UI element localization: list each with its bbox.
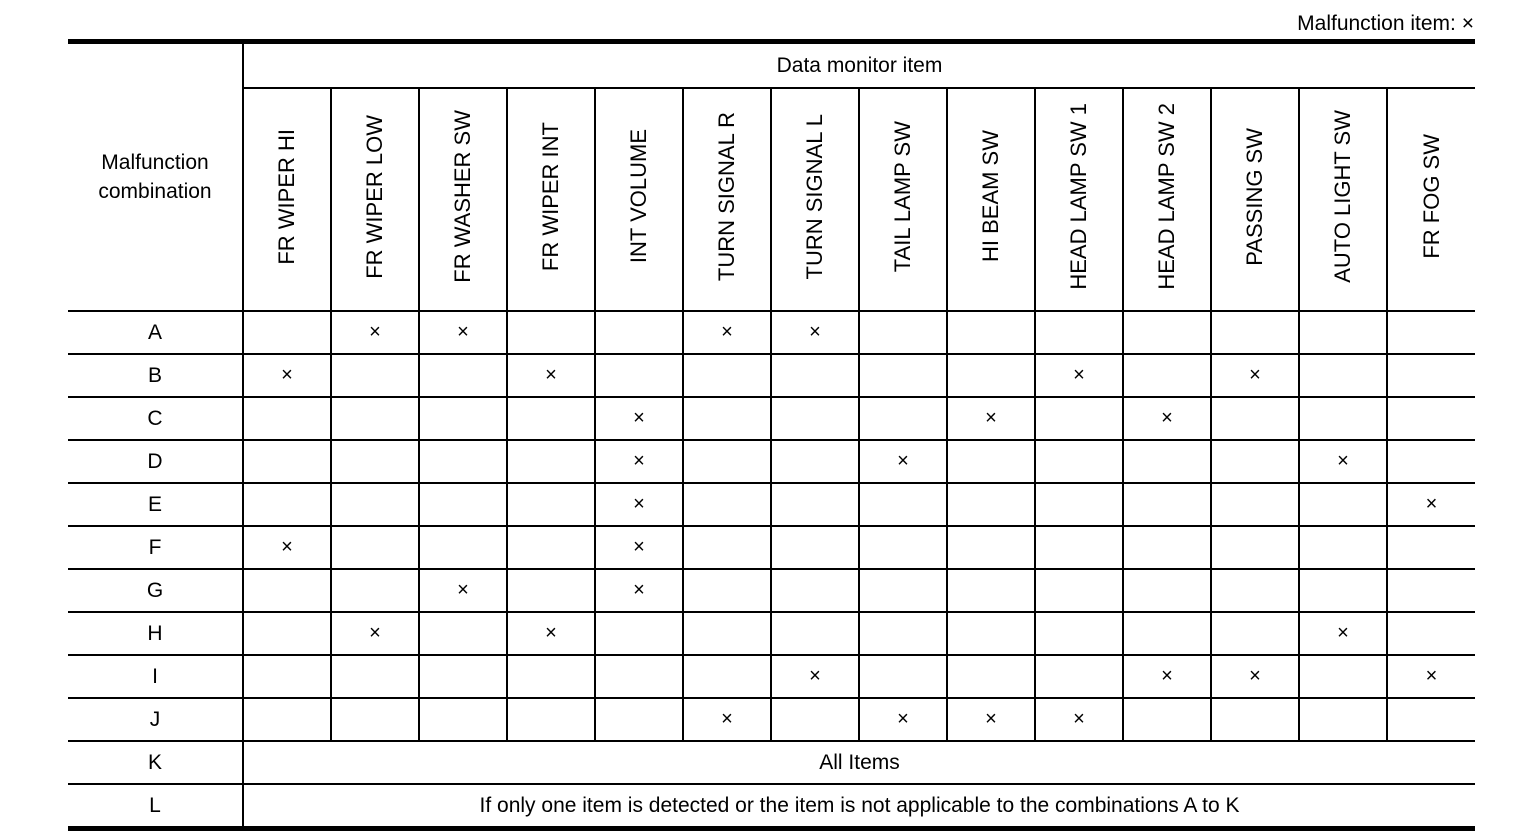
empty-cell (771, 698, 859, 741)
empty-cell (1035, 569, 1123, 612)
empty-cell (947, 526, 1035, 569)
empty-cell (859, 655, 947, 698)
empty-cell (331, 569, 419, 612)
empty-cell (947, 311, 1035, 354)
empty-cell (683, 655, 771, 698)
empty-cell (1123, 311, 1211, 354)
column-header (1387, 88, 1475, 311)
empty-cell (859, 526, 947, 569)
table-row (68, 612, 1475, 655)
empty-cell (595, 655, 683, 698)
empty-cell (947, 483, 1035, 526)
row-label: G (68, 569, 243, 612)
empty-cell (771, 569, 859, 612)
empty-cell (243, 569, 331, 612)
malfunction-mark-cell: × (507, 354, 595, 397)
table-row (68, 569, 1475, 612)
empty-cell (683, 483, 771, 526)
table-row (68, 397, 1475, 440)
empty-cell (1035, 397, 1123, 440)
empty-cell (507, 569, 595, 612)
span-cell: If only one item is detected or the item is not applicable to the combinations A to K (479, 793, 1240, 817)
table-body (68, 311, 1475, 829)
malfunction-mark-cell: × (947, 698, 1035, 741)
malfunction-mark-cell: × (1387, 483, 1475, 526)
empty-cell (1211, 311, 1299, 354)
empty-cell (595, 612, 683, 655)
row-label: C (68, 397, 243, 440)
empty-cell (947, 569, 1035, 612)
empty-cell (683, 526, 771, 569)
column-header (243, 88, 331, 311)
empty-cell (947, 354, 1035, 397)
empty-cell (331, 440, 419, 483)
empty-cell (1387, 440, 1475, 483)
empty-cell (1211, 483, 1299, 526)
column-header-label: FR WIPER INT (538, 121, 563, 272)
empty-cell (1299, 311, 1387, 354)
table-row (68, 698, 1475, 741)
row-label: D (68, 440, 243, 483)
empty-cell (595, 311, 683, 354)
column-header-label: FR FOG SW (1418, 134, 1444, 259)
empty-cell (1299, 397, 1387, 440)
row-label: I (68, 655, 243, 698)
empty-cell (1299, 655, 1387, 698)
empty-cell (1299, 526, 1387, 569)
empty-cell (771, 526, 859, 569)
empty-cell (331, 655, 419, 698)
malfunction-mark-cell: × (595, 526, 683, 569)
malfunction-mark-cell: × (859, 440, 947, 483)
malfunction-mark-cell: × (1035, 354, 1123, 397)
malfunction-mark-cell: × (1211, 354, 1299, 397)
malfunction-mark-cell: × (595, 440, 683, 483)
empty-cell (771, 397, 859, 440)
empty-cell (419, 397, 507, 440)
empty-cell (1035, 612, 1123, 655)
column-header (419, 88, 507, 311)
empty-cell (1211, 569, 1299, 612)
malfunction-combination-header (68, 42, 243, 312)
empty-cell (507, 440, 595, 483)
malfunction-mark-cell: × (947, 397, 1035, 440)
empty-cell (1123, 698, 1211, 741)
empty-cell (331, 397, 419, 440)
empty-cell (419, 655, 507, 698)
column-header (595, 88, 683, 311)
empty-cell (683, 569, 771, 612)
column-header (859, 88, 947, 311)
empty-cell (1299, 354, 1387, 397)
malfunction-mark-cell: × (243, 354, 331, 397)
column-header (1123, 88, 1211, 311)
empty-cell (947, 440, 1035, 483)
empty-cell (683, 354, 771, 397)
header-row-top (68, 42, 1475, 89)
row-label: E (68, 483, 243, 526)
empty-cell (331, 526, 419, 569)
empty-cell (243, 655, 331, 698)
malfunction-mark-cell: × (1299, 440, 1387, 483)
empty-cell (507, 311, 595, 354)
row-label: H (68, 612, 243, 655)
empty-cell (331, 483, 419, 526)
column-header (683, 88, 771, 311)
empty-cell (1123, 612, 1211, 655)
column-header (1211, 88, 1299, 311)
empty-cell (1387, 612, 1475, 655)
empty-cell (859, 569, 947, 612)
empty-cell (859, 612, 947, 655)
empty-cell (419, 483, 507, 526)
empty-cell (683, 612, 771, 655)
column-header-label: TURN SIGNAL R (714, 111, 739, 282)
row-label: A (68, 311, 243, 354)
column-header-label: FR WIPER LOW (362, 114, 387, 279)
empty-cell (1211, 612, 1299, 655)
empty-cell (419, 440, 507, 483)
empty-cell (331, 698, 419, 741)
empty-cell (1299, 569, 1387, 612)
malfunction-mark-cell: × (331, 311, 419, 354)
column-header (947, 88, 1035, 311)
empty-cell (507, 483, 595, 526)
empty-cell (947, 655, 1035, 698)
row-label: J (68, 698, 243, 741)
row-label: B (68, 354, 243, 397)
empty-cell (771, 354, 859, 397)
malfunction-mark-cell: × (595, 397, 683, 440)
empty-cell (947, 612, 1035, 655)
column-header-label: HEAD LAMP SW 1 (1066, 103, 1091, 290)
empty-cell (1387, 526, 1475, 569)
empty-cell (1035, 483, 1123, 526)
empty-cell (1123, 569, 1211, 612)
malfunction-mark-cell: × (595, 569, 683, 612)
column-header (331, 88, 419, 311)
malfunction-mark-cell: × (859, 698, 947, 741)
column-header-label: AUTO LIGHT SW (1330, 110, 1355, 283)
empty-cell (1123, 354, 1211, 397)
malfunction-mark-cell: × (1387, 655, 1475, 698)
row-label: F (68, 526, 243, 569)
column-header-row (68, 88, 1475, 311)
empty-cell (243, 397, 331, 440)
table-row (68, 483, 1475, 526)
empty-cell (1211, 397, 1299, 440)
empty-cell (1123, 440, 1211, 483)
empty-cell (419, 612, 507, 655)
empty-cell (243, 311, 331, 354)
malfunction-mark-cell: × (1299, 612, 1387, 655)
table-row (68, 526, 1475, 569)
empty-cell (1387, 569, 1475, 612)
empty-cell (859, 311, 947, 354)
table-row (68, 784, 1475, 829)
column-header (771, 88, 859, 311)
row-label: K (68, 741, 243, 784)
empty-cell (1123, 526, 1211, 569)
empty-cell (771, 612, 859, 655)
column-header-label: FR WIPER HI (274, 128, 299, 265)
malfunction-mark-cell: × (507, 612, 595, 655)
empty-cell (331, 354, 419, 397)
empty-cell (771, 483, 859, 526)
table-row (68, 311, 1475, 354)
data-monitor-item-header: Data monitor item (243, 42, 1475, 89)
table-row (68, 440, 1475, 483)
malfunction-mark-cell: × (1035, 698, 1123, 741)
malfunction-combination-label: Malfunction combination (98, 151, 212, 203)
empty-cell (1211, 526, 1299, 569)
empty-cell (419, 698, 507, 741)
empty-cell (1035, 311, 1123, 354)
column-header-label: FR WASHER SW (450, 110, 475, 283)
empty-cell (1211, 440, 1299, 483)
malfunction-mark-cell: × (1123, 397, 1211, 440)
column-header (507, 88, 595, 311)
empty-cell (1387, 397, 1475, 440)
empty-cell (1035, 440, 1123, 483)
empty-cell (243, 483, 331, 526)
malfunction-mark-cell: × (1211, 655, 1299, 698)
column-header-label: INT VOLUME (626, 129, 651, 264)
empty-cell (507, 397, 595, 440)
empty-cell (1035, 526, 1123, 569)
empty-cell (1211, 698, 1299, 741)
empty-cell (595, 354, 683, 397)
empty-cell (683, 440, 771, 483)
empty-cell (859, 397, 947, 440)
empty-cell (243, 698, 331, 741)
empty-cell (1123, 483, 1211, 526)
column-header (1035, 88, 1123, 311)
column-header-label: TURN SIGNAL L (802, 113, 827, 280)
legend-note: Malfunction item: × (1297, 12, 1474, 35)
malfunction-mark-cell: × (595, 483, 683, 526)
empty-cell (419, 526, 507, 569)
empty-cell (507, 526, 595, 569)
empty-cell (243, 440, 331, 483)
empty-cell (683, 397, 771, 440)
empty-cell (243, 612, 331, 655)
empty-cell (859, 483, 947, 526)
column-header-label: HEAD LAMP SW 2 (1154, 103, 1179, 290)
column-header-label: PASSING SW (1242, 127, 1267, 266)
malfunction-mark-cell: × (683, 311, 771, 354)
empty-cell (771, 440, 859, 483)
column-header-label: HI BEAM SW (978, 130, 1003, 263)
table-row (68, 354, 1475, 397)
empty-cell (1299, 483, 1387, 526)
empty-cell (507, 698, 595, 741)
empty-cell (859, 354, 947, 397)
malfunction-mark-cell: × (1123, 655, 1211, 698)
malfunction-mark-cell: × (771, 311, 859, 354)
empty-cell (1387, 354, 1475, 397)
column-header-label: TAIL LAMP SW (890, 120, 915, 273)
malfunction-mark-cell: × (419, 311, 507, 354)
span-cell: All Items (243, 741, 1475, 784)
column-header (1299, 88, 1387, 311)
table-row (68, 741, 1475, 784)
empty-cell (1387, 311, 1475, 354)
empty-cell (1387, 698, 1475, 741)
malfunction-mark-cell: × (683, 698, 771, 741)
empty-cell (1299, 698, 1387, 741)
empty-cell (1035, 655, 1123, 698)
empty-cell (507, 655, 595, 698)
row-label: L (68, 784, 243, 829)
malfunction-mark-cell: × (771, 655, 859, 698)
empty-cell (419, 354, 507, 397)
malfunction-mark-cell: × (419, 569, 507, 612)
malfunction-mark-cell: × (331, 612, 419, 655)
malfunction-mark-cell: × (243, 526, 331, 569)
table-row (68, 655, 1475, 698)
malfunction-combination-table (68, 39, 1475, 831)
empty-cell (595, 698, 683, 741)
